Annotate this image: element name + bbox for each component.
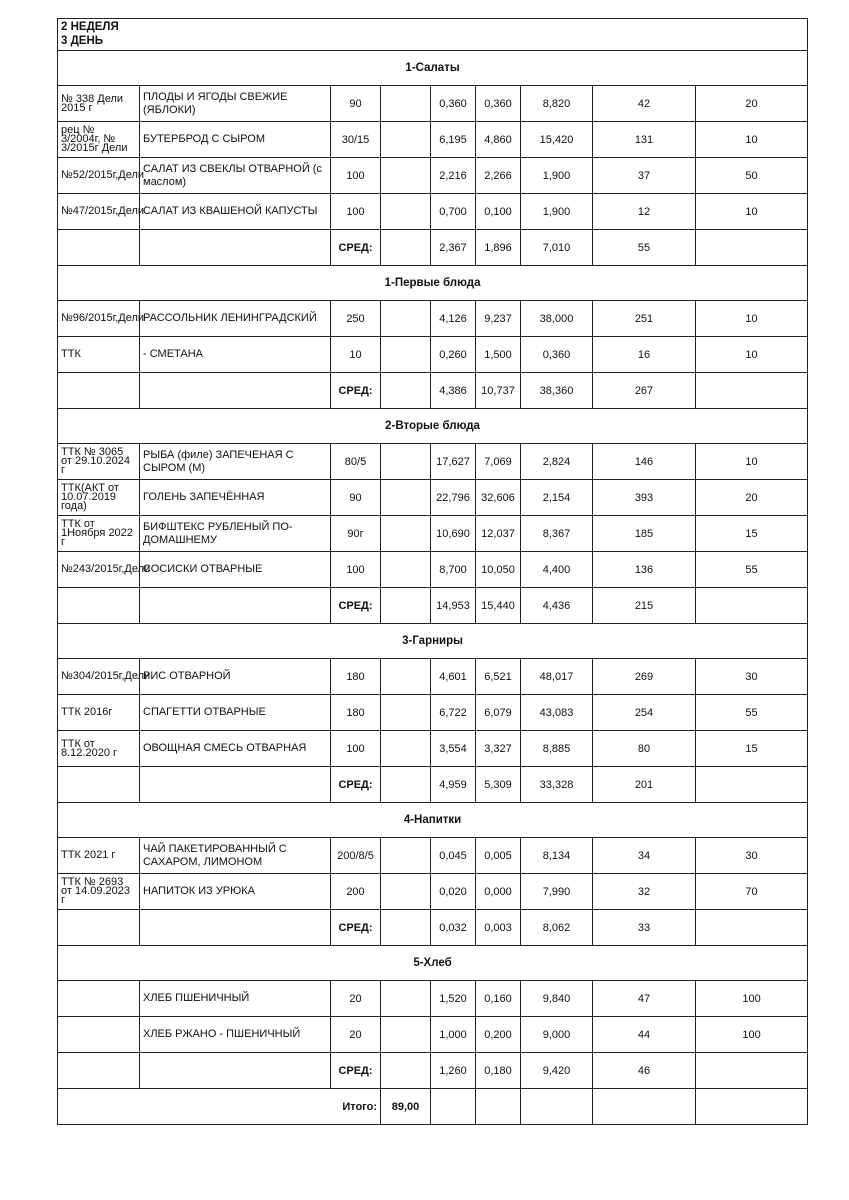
empty-cell: [521, 1089, 593, 1125]
vitamin-value: 15: [696, 516, 808, 552]
empty-cell: [381, 122, 431, 158]
dish-name: БИФШТЕКС РУБЛЕНЫЙ ПО-ДОМАШНЕМУ: [140, 516, 331, 552]
recipe-code: №52/2015г,Дели: [58, 158, 140, 194]
dish-name: РИС ОТВАРНОЙ: [140, 659, 331, 695]
energy-value: 131: [593, 122, 696, 158]
average-row: [58, 373, 808, 409]
portion-weight: 200: [331, 874, 381, 910]
table-row: [58, 552, 808, 588]
recipe-code: №243/2015г,Дели: [58, 552, 140, 588]
recipe-code: рец № 3/2004г, № 3/2015г Дели: [58, 122, 140, 158]
empty-cell: [58, 588, 140, 624]
fat-value: 6,521: [476, 659, 521, 695]
vitamin-value: 100: [696, 1017, 808, 1053]
empty-cell: [381, 552, 431, 588]
table-row: [58, 981, 808, 1017]
protein-value: 6,722: [431, 695, 476, 731]
portion-weight: 250: [331, 301, 381, 337]
energy-value: 136: [593, 552, 696, 588]
energy-value: 37: [593, 158, 696, 194]
header-row: [58, 19, 808, 51]
carbs-value: 48,017: [521, 659, 593, 695]
vitamin-value: 20: [696, 86, 808, 122]
energy-value: 185: [593, 516, 696, 552]
carbs-value: 9,000: [521, 1017, 593, 1053]
table-row: [58, 301, 808, 337]
table-row: [58, 480, 808, 516]
dish-name: ХЛЕБ ПШЕНИЧНЫЙ: [140, 981, 331, 1017]
avg-carbs: 33,328: [521, 767, 593, 803]
carbs-value: 8,367: [521, 516, 593, 552]
empty-cell: [140, 230, 331, 266]
vitamin-value: 55: [696, 552, 808, 588]
portion-weight: 100: [331, 194, 381, 230]
vitamin-value: 30: [696, 838, 808, 874]
avg-fat: 15,440: [476, 588, 521, 624]
protein-value: 4,126: [431, 301, 476, 337]
energy-value: 146: [593, 444, 696, 480]
avg-carbs: 4,436: [521, 588, 593, 624]
carbs-value: 15,420: [521, 122, 593, 158]
avg-protein: 14,953: [431, 588, 476, 624]
recipe-code: ТТК(АКТ от 10.07.2019 года): [58, 480, 140, 516]
vitamin-value: 20: [696, 480, 808, 516]
recipe-code: ТТК от 1Ноября 2022 г: [58, 516, 140, 552]
average-label: СРЕД:: [331, 373, 381, 409]
dish-name: БУТЕРБРОД С СЫРОМ: [140, 122, 331, 158]
empty-cell: [140, 588, 331, 624]
table-row: [58, 659, 808, 695]
empty-cell: [381, 301, 431, 337]
fat-value: 2,266: [476, 158, 521, 194]
total-label: Итого:: [58, 1089, 381, 1125]
empty-cell: [696, 1089, 808, 1125]
energy-value: 393: [593, 480, 696, 516]
table-row: [58, 731, 808, 767]
empty-cell: [696, 767, 808, 803]
energy-value: 44: [593, 1017, 696, 1053]
average-row: [58, 1053, 808, 1089]
vitamin-value: 100: [696, 981, 808, 1017]
avg-energy: 46: [593, 1053, 696, 1089]
protein-value: 8,700: [431, 552, 476, 588]
protein-value: 6,195: [431, 122, 476, 158]
energy-value: 32: [593, 874, 696, 910]
average-row: [58, 767, 808, 803]
empty-cell: [381, 695, 431, 731]
empty-cell: [140, 373, 331, 409]
average-label: СРЕД:: [331, 230, 381, 266]
empty-cell: [381, 516, 431, 552]
avg-carbs: 8,062: [521, 910, 593, 946]
empty-cell: [58, 910, 140, 946]
avg-carbs: 9,420: [521, 1053, 593, 1089]
fat-value: 6,079: [476, 695, 521, 731]
protein-value: 0,045: [431, 838, 476, 874]
empty-cell: [140, 1053, 331, 1089]
avg-protein: 4,959: [431, 767, 476, 803]
average-label: СРЕД:: [331, 1053, 381, 1089]
section-header-row: [58, 266, 808, 301]
table-row: [58, 122, 808, 158]
dish-name: СПАГЕТТИ ОТВАРНЫЕ: [140, 695, 331, 731]
carbs-value: 0,360: [521, 337, 593, 373]
recipe-code: №47/2015г,Дели: [58, 194, 140, 230]
portion-weight: 30/15: [331, 122, 381, 158]
empty-cell: [58, 1053, 140, 1089]
fat-value: 0,360: [476, 86, 521, 122]
energy-value: 80: [593, 731, 696, 767]
empty-cell: [381, 767, 431, 803]
section-header-row: [58, 624, 808, 659]
vitamin-value: 10: [696, 444, 808, 480]
fat-value: 0,100: [476, 194, 521, 230]
carbs-value: 43,083: [521, 695, 593, 731]
carbs-value: 9,840: [521, 981, 593, 1017]
empty-cell: [381, 230, 431, 266]
dish-name: ПЛОДЫ И ЯГОДЫ СВЕЖИЕ (ЯБЛОКИ): [140, 86, 331, 122]
table-row: [58, 444, 808, 480]
table-row: [58, 838, 808, 874]
portion-weight: 100: [331, 731, 381, 767]
fat-value: 12,037: [476, 516, 521, 552]
dish-name: ГОЛЕНЬ ЗАПЕЧЁННАЯ: [140, 480, 331, 516]
protein-value: 3,554: [431, 731, 476, 767]
dish-name: СОСИСКИ ОТВАРНЫЕ: [140, 552, 331, 588]
section-header-row: [58, 803, 808, 838]
energy-value: 34: [593, 838, 696, 874]
table-row: [58, 86, 808, 122]
table-row: [58, 158, 808, 194]
recipe-code: №96/2015г,Дели: [58, 301, 140, 337]
carbs-value: 8,820: [521, 86, 593, 122]
table-row: [58, 337, 808, 373]
empty-cell: [696, 230, 808, 266]
average-label: СРЕД:: [331, 910, 381, 946]
fat-value: 0,160: [476, 981, 521, 1017]
carbs-value: 1,900: [521, 158, 593, 194]
fat-value: 10,050: [476, 552, 521, 588]
dish-name: ОВОЩНАЯ СМЕСЬ ОТВАРНАЯ: [140, 731, 331, 767]
empty-cell: [58, 230, 140, 266]
avg-fat: 0,003: [476, 910, 521, 946]
empty-cell: [58, 373, 140, 409]
avg-protein: 4,386: [431, 373, 476, 409]
avg-energy: 267: [593, 373, 696, 409]
avg-fat: 1,896: [476, 230, 521, 266]
total-row: [58, 1089, 808, 1125]
total-value: 89,00: [381, 1089, 431, 1125]
avg-protein: 1,260: [431, 1053, 476, 1089]
section-title: 1-Первые блюда: [58, 266, 808, 301]
empty-cell: [381, 731, 431, 767]
section-header-row: [58, 946, 808, 981]
vitamin-value: 55: [696, 695, 808, 731]
empty-cell: [381, 444, 431, 480]
empty-cell: [696, 1053, 808, 1089]
carbs-value: 2,154: [521, 480, 593, 516]
protein-value: 1,520: [431, 981, 476, 1017]
recipe-code: [58, 981, 140, 1017]
avg-carbs: 38,360: [521, 373, 593, 409]
fat-value: 0,005: [476, 838, 521, 874]
vitamin-value: 50: [696, 158, 808, 194]
recipe-code: ТТК 2016г: [58, 695, 140, 731]
vitamin-value: 10: [696, 194, 808, 230]
menu-table: [57, 18, 808, 1125]
dish-name: НАПИТОК ИЗ УРЮКА: [140, 874, 331, 910]
empty-cell: [381, 373, 431, 409]
recipe-code: [58, 1017, 140, 1053]
empty-cell: [381, 588, 431, 624]
empty-cell: [381, 158, 431, 194]
week-label: 2 НЕДЕЛЯ: [61, 21, 119, 33]
empty-cell: [696, 910, 808, 946]
avg-fat: 10,737: [476, 373, 521, 409]
carbs-value: 7,990: [521, 874, 593, 910]
dish-name: РАССОЛЬНИК ЛЕНИНГРАДСКИЙ: [140, 301, 331, 337]
average-label: СРЕД:: [331, 588, 381, 624]
empty-cell: [381, 1017, 431, 1053]
portion-weight: 90: [331, 86, 381, 122]
recipe-code: ТТК № 3065 от 29.10.2024 г: [58, 444, 140, 480]
section-title: 2-Вторые блюда: [58, 409, 808, 444]
header-cell: [58, 19, 808, 51]
empty-cell: [381, 910, 431, 946]
empty-cell: [381, 194, 431, 230]
empty-cell: [381, 480, 431, 516]
protein-value: 17,627: [431, 444, 476, 480]
energy-value: 251: [593, 301, 696, 337]
protein-value: 4,601: [431, 659, 476, 695]
portion-weight: 10: [331, 337, 381, 373]
recipe-code: ТТК 2021 г: [58, 838, 140, 874]
energy-value: 269: [593, 659, 696, 695]
avg-fat: 5,309: [476, 767, 521, 803]
portion-weight: 90г: [331, 516, 381, 552]
fat-value: 1,500: [476, 337, 521, 373]
portion-weight: 100: [331, 552, 381, 588]
fat-value: 9,237: [476, 301, 521, 337]
empty-cell: [381, 874, 431, 910]
empty-cell: [381, 838, 431, 874]
section-title: 4-Напитки: [58, 803, 808, 838]
day-label: 3 ДЕНЬ: [61, 35, 104, 47]
carbs-value: 8,885: [521, 731, 593, 767]
vitamin-value: 10: [696, 301, 808, 337]
energy-value: 12: [593, 194, 696, 230]
empty-cell: [381, 659, 431, 695]
protein-value: 0,700: [431, 194, 476, 230]
portion-weight: 20: [331, 981, 381, 1017]
carbs-value: 2,824: [521, 444, 593, 480]
avg-fat: 0,180: [476, 1053, 521, 1089]
table-row: [58, 695, 808, 731]
avg-energy: 215: [593, 588, 696, 624]
empty-cell: [140, 767, 331, 803]
empty-cell: [381, 337, 431, 373]
dish-name: РЫБА (филе) ЗАПЕЧЕНАЯ С СЫРОМ (М): [140, 444, 331, 480]
average-row: [58, 230, 808, 266]
section-header-row: [58, 409, 808, 444]
carbs-value: 1,900: [521, 194, 593, 230]
portion-weight: 20: [331, 1017, 381, 1053]
portion-weight: 90: [331, 480, 381, 516]
dish-name: САЛАТ ИЗ КВАШЕНОЙ КАПУСТЫ: [140, 194, 331, 230]
protein-value: 2,216: [431, 158, 476, 194]
carbs-value: 8,134: [521, 838, 593, 874]
protein-value: 1,000: [431, 1017, 476, 1053]
average-label: СРЕД:: [331, 767, 381, 803]
portion-weight: 180: [331, 695, 381, 731]
vitamin-value: 70: [696, 874, 808, 910]
empty-cell: [431, 1089, 476, 1125]
table-row: [58, 874, 808, 910]
vitamin-value: 15: [696, 731, 808, 767]
empty-cell: [476, 1089, 521, 1125]
carbs-value: 38,000: [521, 301, 593, 337]
carbs-value: 4,400: [521, 552, 593, 588]
recipe-code: №304/2015г,Дели: [58, 659, 140, 695]
empty-cell: [381, 1053, 431, 1089]
empty-cell: [696, 373, 808, 409]
section-title: 1-Салаты: [58, 51, 808, 86]
avg-energy: 33: [593, 910, 696, 946]
empty-cell: [696, 588, 808, 624]
vitamin-value: 30: [696, 659, 808, 695]
avg-carbs: 7,010: [521, 230, 593, 266]
vitamin-value: 10: [696, 337, 808, 373]
empty-cell: [140, 910, 331, 946]
empty-cell: [58, 767, 140, 803]
dish-name: САЛАТ ИЗ СВЕКЛЫ ОТВАРНОЙ (с маслом): [140, 158, 331, 194]
energy-value: 254: [593, 695, 696, 731]
energy-value: 42: [593, 86, 696, 122]
vitamin-value: 10: [696, 122, 808, 158]
fat-value: 7,069: [476, 444, 521, 480]
dish-name: ЧАЙ ПАКЕТИРОВАННЫЙ С САХАРОМ, ЛИМОНОМ: [140, 838, 331, 874]
dish-name: ХЛЕБ РЖАНО - ПШЕНИЧНЫЙ: [140, 1017, 331, 1053]
energy-value: 47: [593, 981, 696, 1017]
section-title: 5-Хлеб: [58, 946, 808, 981]
recipe-code: № 338 Дели 2015 г: [58, 86, 140, 122]
dish-name: - СМЕТАНА: [140, 337, 331, 373]
table-row: [58, 516, 808, 552]
average-row: [58, 910, 808, 946]
avg-energy: 55: [593, 230, 696, 266]
portion-weight: 80/5: [331, 444, 381, 480]
energy-value: 16: [593, 337, 696, 373]
portion-weight: 180: [331, 659, 381, 695]
avg-protein: 2,367: [431, 230, 476, 266]
empty-cell: [381, 86, 431, 122]
empty-cell: [381, 981, 431, 1017]
protein-value: 0,260: [431, 337, 476, 373]
empty-cell: [593, 1089, 696, 1125]
protein-value: 0,360: [431, 86, 476, 122]
portion-weight: 200/8/5: [331, 838, 381, 874]
table-row: [58, 194, 808, 230]
portion-weight: 100: [331, 158, 381, 194]
section-title: 3-Гарниры: [58, 624, 808, 659]
average-row: [58, 588, 808, 624]
protein-value: 10,690: [431, 516, 476, 552]
avg-energy: 201: [593, 767, 696, 803]
fat-value: 4,860: [476, 122, 521, 158]
table-row: [58, 1017, 808, 1053]
fat-value: 0,200: [476, 1017, 521, 1053]
recipe-code: ТТК № 2693 от 14.09.2023 г: [58, 874, 140, 910]
fat-value: 3,327: [476, 731, 521, 767]
section-header-row: [58, 51, 808, 86]
protein-value: 0,020: [431, 874, 476, 910]
avg-protein: 0,032: [431, 910, 476, 946]
fat-value: 0,000: [476, 874, 521, 910]
recipe-code: ТТК от 8.12.2020 г: [58, 731, 140, 767]
recipe-code: ТТК: [58, 337, 140, 373]
fat-value: 32,606: [476, 480, 521, 516]
protein-value: 22,796: [431, 480, 476, 516]
